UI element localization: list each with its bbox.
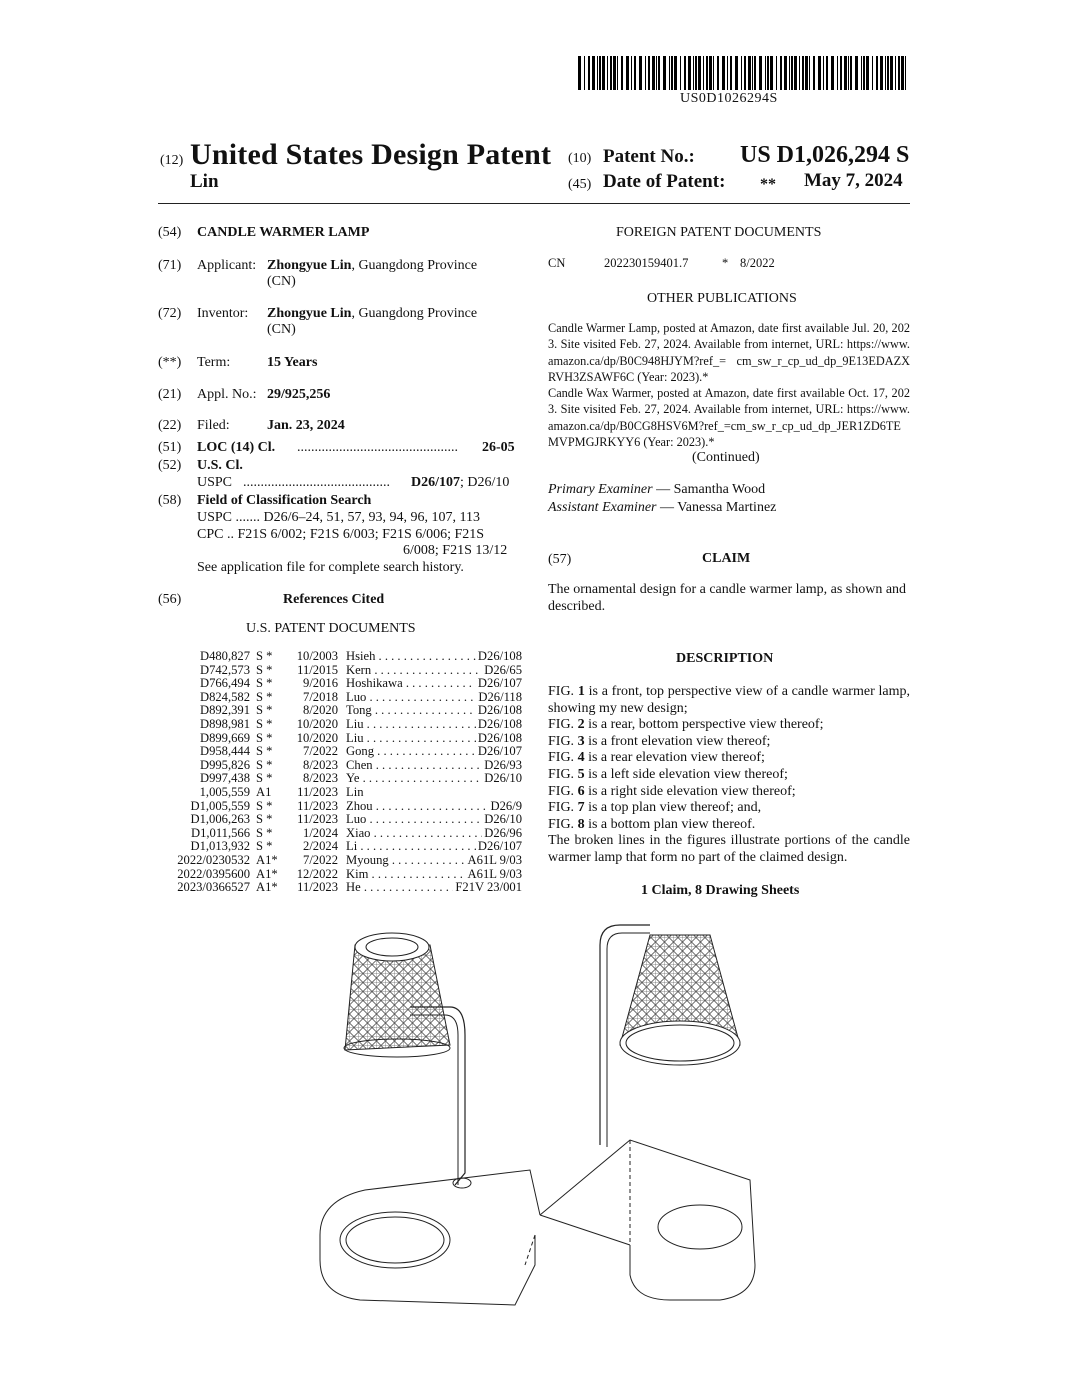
code-45: (45)	[568, 177, 592, 192]
ref-kind: S *	[256, 757, 273, 772]
barcode-bar	[898, 56, 900, 90]
barcode-bar	[698, 56, 701, 90]
barcode-bar	[709, 56, 712, 90]
barcode-bar	[770, 56, 773, 90]
ref-class: D26/93	[484, 757, 522, 772]
barcode-bar	[765, 56, 766, 90]
ref-name: Xiao . . .	[338, 827, 482, 841]
reference-row	[166, 868, 522, 882]
barcode-bar	[895, 56, 896, 90]
barcode-bar	[818, 56, 821, 90]
ref-date: 8/2023	[303, 757, 338, 772]
reference-row	[166, 840, 522, 854]
reference-row	[166, 813, 522, 827]
reference-row	[166, 677, 522, 691]
ref-name: Liu . . .	[338, 718, 476, 732]
ref-name: Li . . .	[338, 840, 476, 854]
claim-title: CLAIM	[702, 551, 751, 566]
barcode-bar	[809, 56, 810, 90]
ref-kind: S *	[256, 812, 273, 827]
uspc-value: D26/107; D26/10	[411, 475, 510, 490]
ref-name: Lin	[346, 785, 364, 799]
barcode-bar	[693, 56, 694, 90]
ref-number: 1,005,559	[199, 784, 250, 799]
ref-class: F21V 23/001	[455, 880, 522, 895]
ref-kind: A1	[256, 784, 272, 799]
ref-date: 8/2023	[303, 771, 338, 786]
inventor-surname: Lin	[190, 171, 219, 192]
ref-number: D824,582	[199, 689, 250, 704]
ref-kind: S *	[256, 825, 273, 840]
barcode-bar	[695, 56, 697, 90]
ref-name: Liu . . .	[338, 732, 476, 746]
left-lamp	[320, 933, 540, 1305]
barcode-bar	[634, 56, 636, 90]
barcode-bar	[863, 56, 865, 90]
barcode-bar	[656, 56, 657, 90]
barcode-bar	[621, 56, 623, 90]
uspc-dots: ..........................................	[243, 475, 390, 490]
broken-lines-note: The broken lines in the figures illustrate portions of the candle warmer lamp that form no part of the claimed design.	[548, 833, 910, 865]
barcode-bar	[791, 56, 793, 90]
ref-name: Kim . . .	[338, 868, 466, 882]
ref-class: D26/108	[477, 716, 522, 731]
continued-note: (Continued)	[692, 450, 760, 465]
barcode-bar	[735, 56, 738, 90]
other-publications	[548, 320, 910, 450]
primary-examiner: Primary Examiner — Samantha Wood	[548, 482, 766, 497]
barcode-bar	[840, 56, 842, 90]
barcode-bar	[597, 56, 598, 90]
barcode-bar	[713, 56, 714, 90]
ref-name: Hsieh . . .	[338, 650, 476, 664]
patent-no-label: Patent No.:	[603, 146, 695, 167]
field-search-note: See application file for complete search history.	[197, 560, 464, 575]
ref-number: 2023/0366527	[177, 880, 250, 895]
reference-row	[166, 704, 522, 718]
ref-kind: A1*	[256, 880, 278, 895]
ref-kind: S *	[256, 771, 273, 786]
us-cl-label: U.S. Cl.	[197, 458, 243, 473]
barcode-bar	[648, 56, 650, 90]
ref-kind: S *	[256, 744, 273, 759]
header-rule	[158, 203, 910, 204]
barcode-bar	[680, 56, 681, 90]
ref-date: 7/2022	[303, 852, 338, 867]
barcode-bar	[789, 56, 790, 90]
ref-class: D26/10	[484, 812, 522, 827]
ref-number: D742,573	[199, 662, 250, 677]
ref-kind: A1*	[256, 866, 278, 881]
ref-number: D1,005,559	[190, 798, 250, 813]
barcode-bar	[890, 56, 893, 90]
appl-no-value: 29/925,256	[267, 387, 331, 402]
barcode-bar	[831, 56, 834, 90]
barcode-bar	[861, 56, 862, 90]
ref-class: D26/10	[484, 771, 522, 786]
fig-8-desc: FIG. 8 is a bottom plan view thereof.	[548, 816, 756, 832]
barcode-bar	[671, 56, 673, 90]
barcode-bar	[752, 56, 753, 90]
applicant-value: Zhongyue Lin, Guangdong Province	[267, 258, 478, 273]
description-title: DESCRIPTION	[676, 651, 774, 666]
fig-4-desc: FIG. 4 is a rear elevation view thereof;	[548, 750, 765, 766]
fig-5-desc: FIG. 5 is a left side elevation view thereof;	[548, 766, 788, 782]
barcode-bar	[767, 56, 769, 90]
barcode-bar	[748, 56, 751, 90]
ref-class: D26/107	[477, 676, 522, 691]
barcode-bar	[607, 56, 608, 90]
barcode-bar	[794, 56, 797, 90]
reference-row	[166, 759, 522, 773]
ref-kind: S *	[256, 798, 273, 813]
description-list	[548, 684, 910, 867]
drawing-sheets-count: 1 Claim, 8 Drawing Sheets	[641, 883, 800, 898]
code-22: (22)	[158, 418, 182, 433]
barcode-bar	[652, 56, 655, 90]
barcode-bar	[880, 56, 883, 90]
inventor-country: (CN)	[267, 322, 296, 337]
ref-number: D1,006,263	[190, 812, 250, 827]
ref-date: 11/2023	[297, 784, 338, 799]
barcode-bar	[658, 56, 660, 90]
ref-number: D997,438	[199, 771, 250, 786]
patent-title: United States Design Patent	[190, 138, 552, 171]
references-table	[166, 650, 522, 895]
inventor-label: Inventor:	[197, 306, 249, 321]
ref-kind: S *	[256, 716, 273, 731]
barcode-bar	[744, 56, 746, 90]
ref-class: D26/65	[484, 662, 522, 677]
loc-label: LOC (14) Cl.	[197, 440, 276, 455]
barcode-bar	[872, 56, 873, 90]
reference-row	[166, 691, 522, 705]
code-57: (57)	[548, 552, 572, 567]
fig-7-desc: FIG. 7 is a top plan view thereof; and,	[548, 800, 762, 816]
applicant-label: Applicant:	[197, 258, 257, 273]
field-search-cpc: CPC .. F21S 6/002; F21S 6/003; F21S 6/006; F21S	[197, 527, 485, 542]
publication-1: Candle Warmer Lamp, posted at Amazon, date first available Jul. 20, 2023. Site visited Feb. 27, 2024. Available from internet, URL: https://www.amazon.ca/dp/B0C948HJYM?ref_= cm_sw_r_cp_ud_dp_9E13EDAZXRVH3ZSAWF6C (Year: 2023).*	[548, 321, 910, 384]
ref-number: D1,011,566	[190, 825, 250, 840]
reference-row	[166, 745, 522, 759]
date-marks: **	[760, 176, 776, 193]
barcode-bar	[610, 56, 612, 90]
ref-name: Kern . . .	[338, 664, 482, 678]
reference-row	[166, 786, 522, 800]
ref-number: D480,827	[199, 649, 250, 663]
right-lamp	[540, 925, 755, 1300]
field-search-label: Field of Classification Search	[197, 493, 372, 508]
ref-date: 7/2022	[303, 744, 338, 759]
barcode-bar	[688, 56, 691, 90]
barcode-bar	[703, 56, 704, 90]
barcode	[578, 56, 910, 90]
ref-class: D26/107	[477, 839, 522, 854]
barcode-bar	[663, 56, 666, 90]
barcode-bar	[588, 56, 590, 90]
reference-row	[166, 854, 522, 868]
us-patent-docs-label: U.S. PATENT DOCUMENTS	[246, 621, 416, 636]
ref-name: Hoshikawa . . .	[338, 677, 476, 691]
code-52: (52)	[158, 458, 182, 473]
reference-row	[166, 827, 522, 841]
ref-number: D766,494	[199, 676, 250, 691]
code-56: (56)	[158, 592, 182, 607]
fig-3-desc: FIG. 3 is a front elevation view thereof;	[548, 733, 771, 749]
claim-text: The ornamental design for a candle warmer lamp, as shown and described.	[548, 582, 907, 614]
code-term: (**)	[158, 355, 182, 370]
code-71: (71)	[158, 258, 182, 273]
reference-row	[166, 732, 522, 746]
ref-name: Luo . . .	[338, 813, 482, 827]
fig-2-desc: FIG. 2 is a rear, bottom perspective view thereof;	[548, 717, 824, 733]
field-search-cpc-cont: 6/008; F21S 13/12	[403, 543, 508, 558]
ref-class: D26/108	[477, 649, 522, 663]
barcode-bar	[613, 56, 616, 90]
foreign-docs-title: FOREIGN PATENT DOCUMENTS	[616, 225, 822, 240]
ref-name: Myoung . . .	[338, 854, 466, 868]
foreign-country: CN	[548, 256, 566, 270]
barcode-bar	[730, 56, 732, 90]
barcode-bar	[706, 56, 708, 90]
ref-number: D899,669	[199, 730, 250, 745]
ref-class: D26/108	[477, 703, 522, 718]
ref-kind: S *	[256, 649, 273, 663]
ref-number: 2022/0230532	[177, 852, 250, 867]
publication-2: Candle Wax Warmer, posted at Amazon, date first available Oct. 17, 2023. Site visited Feb. 27, 2024. Available from internet, URL: https://www.amazon.ca/dp/B0CG8HSV6M?ref_=cm_sw_r_cp_ud_dp_JER1ZD6TEMVPMGJRKYY6 (Year: 2023).*	[548, 386, 910, 450]
foreign-star: *	[722, 256, 729, 270]
applicant-country: (CN)	[267, 274, 296, 289]
ref-class: A61L 9/03	[467, 852, 522, 867]
ref-date: 2/2024	[303, 839, 338, 854]
barcode-bar	[799, 56, 800, 90]
field-search-uspc: USPC ....... D26/6–24, 51, 57, 93, 94, 96, 107, 113	[197, 510, 481, 525]
other-publications-title: OTHER PUBLICATIONS	[647, 291, 797, 306]
barcode-bar	[674, 56, 677, 90]
date-label: Date of Patent:	[603, 171, 726, 192]
ref-number: 2022/0395600	[177, 866, 250, 881]
reference-row	[166, 718, 522, 732]
barcode-bar	[813, 56, 815, 90]
ref-class: A61L 9/03	[467, 866, 522, 881]
ref-name: He . . .	[338, 881, 453, 895]
filed-value: Jan. 23, 2024	[267, 418, 345, 433]
ref-date: 11/2023	[297, 798, 338, 813]
ref-date: 10/2003	[296, 649, 338, 663]
ref-date: 10/2020	[296, 716, 338, 731]
barcode-bar	[592, 56, 595, 90]
barcode-bar	[741, 56, 742, 90]
ref-date: 10/2020	[296, 730, 338, 745]
ref-date: 9/2016	[303, 676, 338, 691]
ref-class	[520, 786, 522, 800]
barcode-bar	[717, 56, 719, 90]
ref-class: D26/9	[490, 798, 522, 813]
barcode-bar	[802, 56, 804, 90]
ref-number: D1,013,932	[190, 839, 250, 854]
ref-name: Tong . . .	[338, 704, 476, 718]
ref-kind: S *	[256, 703, 273, 718]
code-58: (58)	[158, 493, 182, 508]
barcode-bar	[776, 56, 777, 90]
ref-kind: S *	[256, 730, 273, 745]
ref-class: D26/118	[478, 689, 522, 704]
barcode-bar	[631, 56, 632, 90]
appl-no-label: Appl. No.:	[197, 387, 257, 402]
barcode-bar	[784, 56, 787, 90]
barcode-bar	[617, 56, 618, 90]
barcode-bar	[602, 56, 605, 90]
code-54: (54)	[158, 225, 182, 240]
ref-date: 7/2018	[303, 689, 338, 704]
ref-name: Ye . . .	[338, 772, 482, 786]
ref-name: Gong . . .	[338, 745, 476, 759]
ref-class: D26/96	[484, 825, 522, 840]
barcode-bar	[759, 56, 762, 90]
foreign-date: 8/2022	[740, 256, 775, 270]
invention-title: CANDLE WARMER LAMP	[197, 225, 370, 240]
ref-number: D958,444	[199, 744, 250, 759]
reference-row	[166, 800, 522, 814]
barcode-bar	[905, 56, 906, 90]
reference-row	[166, 650, 522, 664]
code-12: (12)	[160, 153, 184, 168]
barcode-bar	[901, 56, 904, 90]
assistant-examiner: Assistant Examiner — Vanessa Martinez	[548, 500, 777, 515]
uspc-label: USPC	[197, 475, 233, 490]
ref-name: Zhou . . .	[338, 800, 489, 814]
ref-kind: S *	[256, 839, 273, 854]
barcode-bar	[722, 56, 725, 90]
term-label: Term:	[197, 355, 231, 370]
barcode-bar	[684, 56, 686, 90]
ref-date: 1/2024	[303, 825, 338, 840]
barcode-bar	[780, 56, 782, 90]
barcode-bar	[584, 56, 585, 90]
barcode-number: US0D1026294S	[680, 91, 778, 106]
filed-label: Filed:	[197, 418, 230, 433]
reference-row	[166, 881, 522, 895]
barcode-bar	[850, 56, 852, 90]
ref-kind: S *	[256, 662, 273, 677]
barcode-bar	[855, 56, 858, 90]
barcode-bar	[826, 56, 828, 90]
reference-row	[166, 772, 522, 786]
barcode-bar	[887, 56, 889, 90]
foreign-number: 202230159401.7	[604, 256, 689, 270]
patent-date: May 7, 2024	[804, 170, 903, 191]
ref-number: D892,391	[199, 703, 250, 718]
ref-number: D995,826	[199, 757, 250, 772]
code-21: (21)	[158, 387, 182, 402]
ref-number: D898,981	[199, 716, 250, 731]
fig-1-desc: FIG. 1 is a front, top perspective view of a candle warmer lamp, showing my new design;	[548, 684, 910, 716]
reference-row	[166, 664, 522, 678]
ref-class: D26/108	[477, 730, 522, 745]
ref-date: 12/2022	[296, 866, 338, 881]
barcode-bar	[669, 56, 670, 90]
barcode-bar	[645, 56, 646, 90]
barcode-bar	[885, 56, 886, 90]
barcode-bar	[754, 56, 756, 90]
ref-date: 11/2023	[297, 880, 338, 895]
ref-kind: S *	[256, 676, 273, 691]
patent-number: US D1,026,294 S	[740, 142, 910, 168]
barcode-bar	[805, 56, 808, 90]
ref-class: D26/107	[477, 744, 522, 759]
ref-name: Luo . . .	[338, 691, 476, 705]
ref-date: 11/2023	[297, 812, 338, 827]
ref-kind: S *	[256, 689, 273, 704]
ref-kind: A1*	[256, 852, 278, 867]
code-51: (51)	[158, 440, 182, 455]
barcode-bar	[876, 56, 878, 90]
term-value: 15 Years	[267, 355, 318, 370]
loc-value: 26-05	[482, 440, 515, 455]
ref-date: 8/2020	[303, 703, 338, 718]
code-10: (10)	[568, 151, 592, 166]
barcode-bar	[837, 56, 838, 90]
barcode-bar	[823, 56, 824, 90]
barcode-bar	[599, 56, 601, 90]
barcode-bar	[848, 56, 849, 90]
references-cited-label: References Cited	[283, 592, 385, 607]
ref-name: Chen . . .	[338, 759, 482, 773]
loc-dots: ..............................................	[297, 440, 458, 455]
barcode-bar	[866, 56, 869, 90]
lamp-drawing	[300, 915, 770, 1315]
fig-6-desc: FIG. 6 is a right side elevation view thereof;	[548, 783, 796, 799]
code-72: (72)	[158, 306, 182, 321]
barcode-bar	[727, 56, 728, 90]
barcode-bar	[639, 56, 642, 90]
barcode-bar	[578, 56, 581, 90]
ref-date: 11/2015	[297, 662, 338, 677]
barcode-bar	[844, 56, 847, 90]
inventor-value: Zhongyue Lin, Guangdong Province	[267, 306, 478, 321]
barcode-bar	[626, 56, 629, 90]
